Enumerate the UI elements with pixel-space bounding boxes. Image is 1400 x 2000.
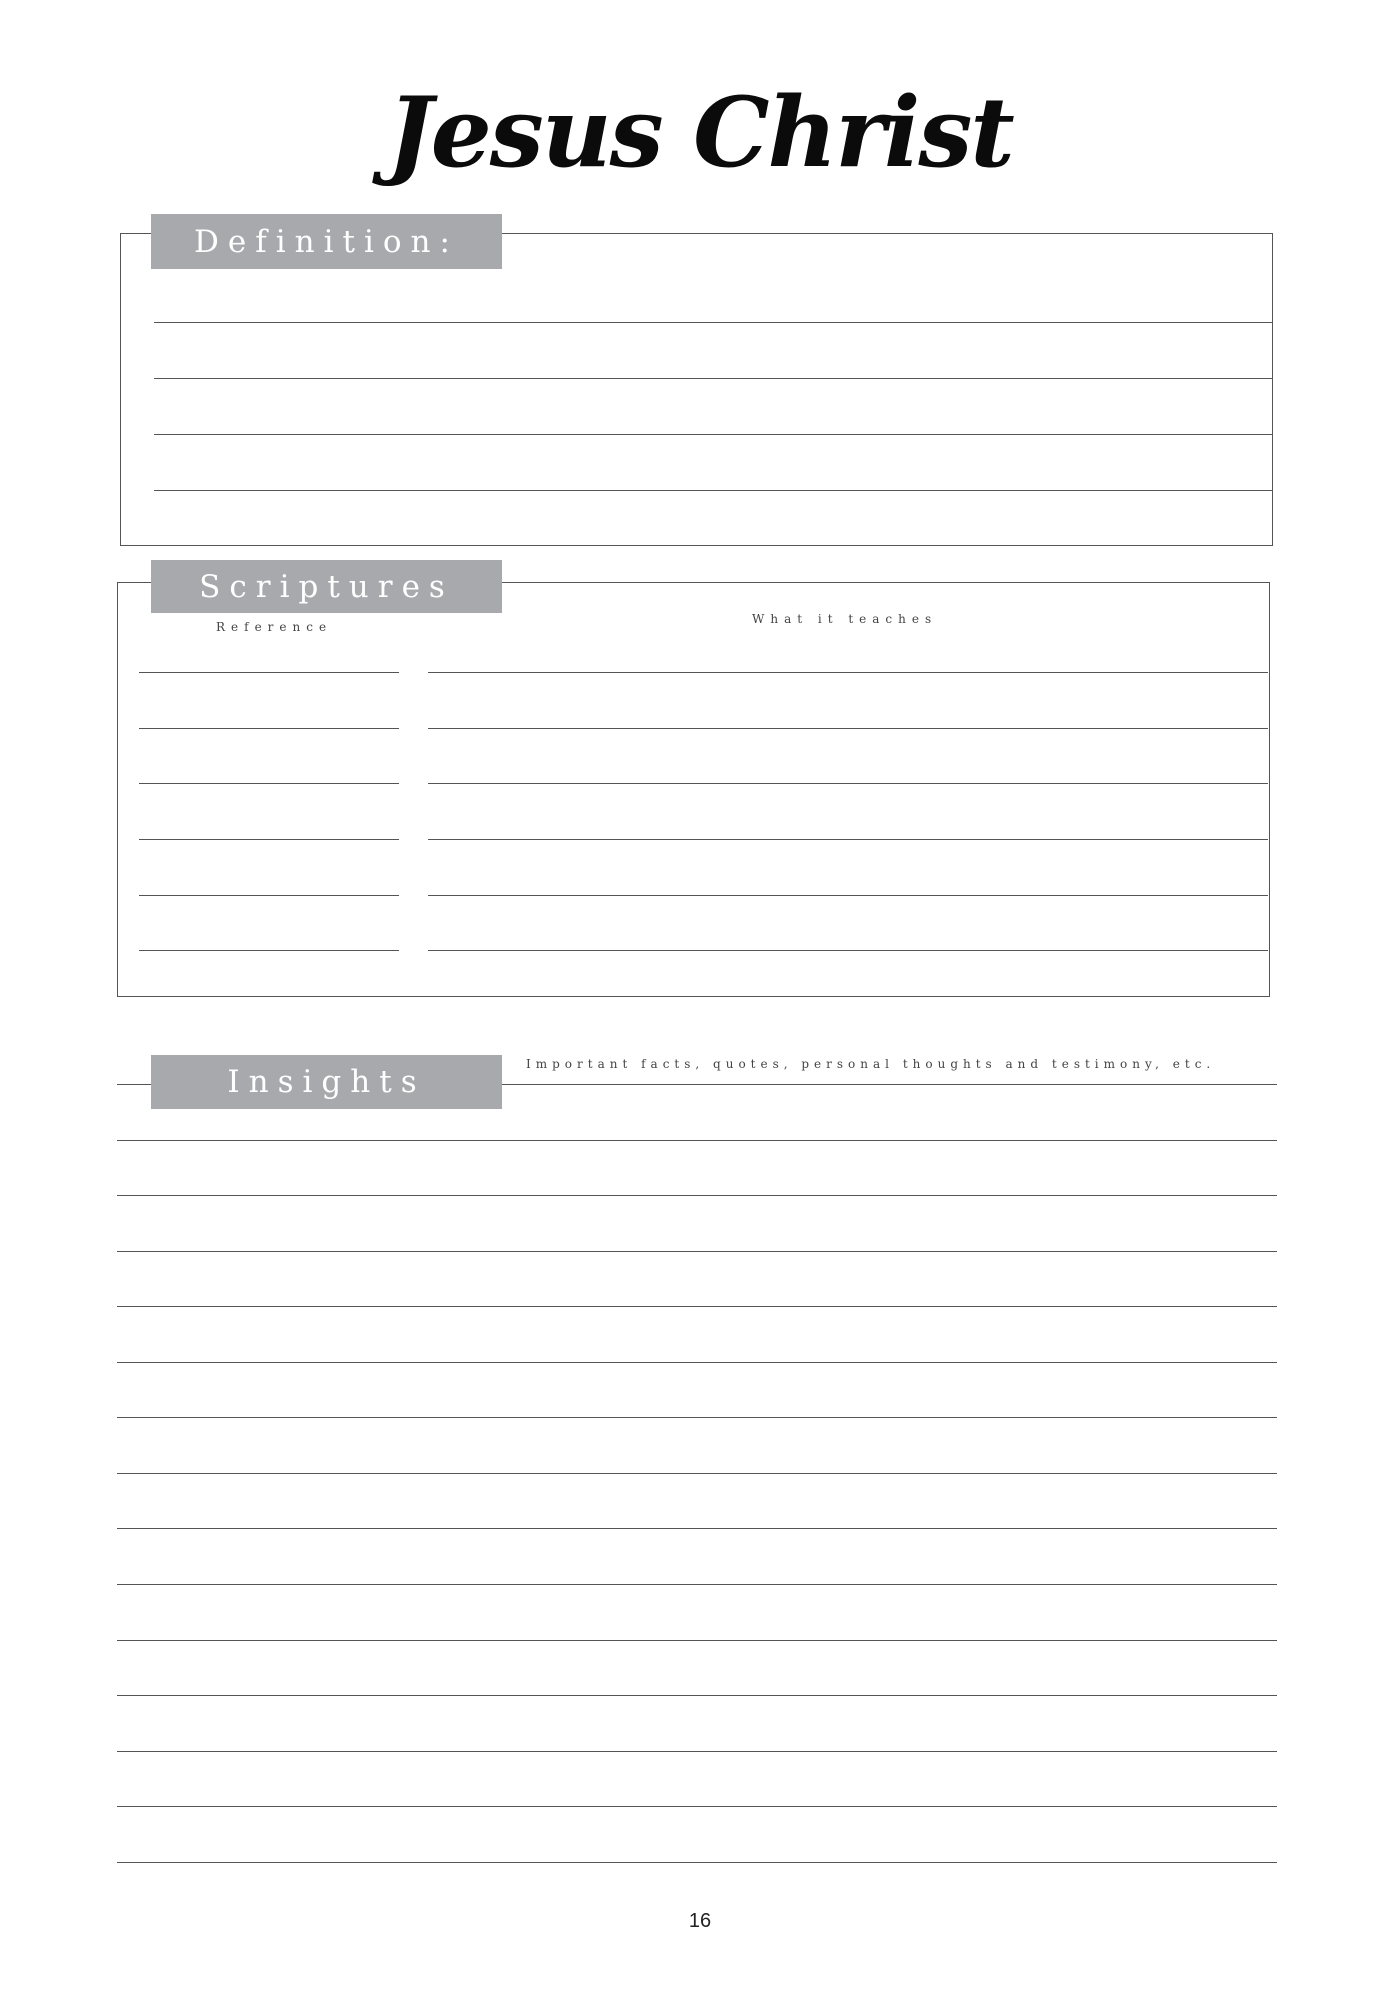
definition-line[interactable] [154,434,1273,435]
insights-label: Insights [151,1055,502,1109]
definition-line[interactable] [154,322,1273,323]
definition-box [120,233,1273,546]
reference-line[interactable] [139,783,399,784]
reference-line[interactable] [139,839,399,840]
teaches-column-header: What it teaches [752,612,938,626]
insights-line[interactable] [117,1195,1277,1196]
scriptures-label: Scriptures [151,560,502,613]
teaches-line[interactable] [428,950,1268,951]
page-number: 16 [688,1910,712,1932]
insights-line[interactable] [117,1751,1277,1752]
reference-line[interactable] [139,895,399,896]
insights-line[interactable] [117,1417,1277,1418]
insights-line[interactable] [117,1473,1277,1474]
insights-hint: Important facts, quotes, personal thoughts and testimony, etc. [526,1057,1216,1071]
insights-line[interactable] [117,1640,1277,1641]
insights-line[interactable] [117,1528,1277,1529]
insights-line[interactable] [117,1306,1277,1307]
definition-line[interactable] [154,378,1273,379]
definition-label: Definition: [151,214,502,269]
reference-column-header: Reference [216,620,333,634]
insights-line[interactable] [117,1362,1277,1363]
insights-line[interactable] [117,1806,1277,1807]
definition-line[interactable] [154,490,1273,491]
insights-line[interactable] [117,1695,1277,1696]
teaches-line[interactable] [428,672,1268,673]
page-title: Jesus Christ [387,76,1013,189]
reference-line[interactable] [139,728,399,729]
insights-line[interactable] [117,1584,1277,1585]
reference-line[interactable] [139,672,399,673]
teaches-line[interactable] [428,783,1268,784]
teaches-line[interactable] [428,728,1268,729]
teaches-line[interactable] [428,895,1268,896]
scriptures-box [117,582,1270,997]
insights-line[interactable] [117,1140,1277,1141]
reference-line[interactable] [139,950,399,951]
teaches-line[interactable] [428,839,1268,840]
insights-line[interactable] [117,1251,1277,1252]
insights-line[interactable] [117,1862,1277,1863]
